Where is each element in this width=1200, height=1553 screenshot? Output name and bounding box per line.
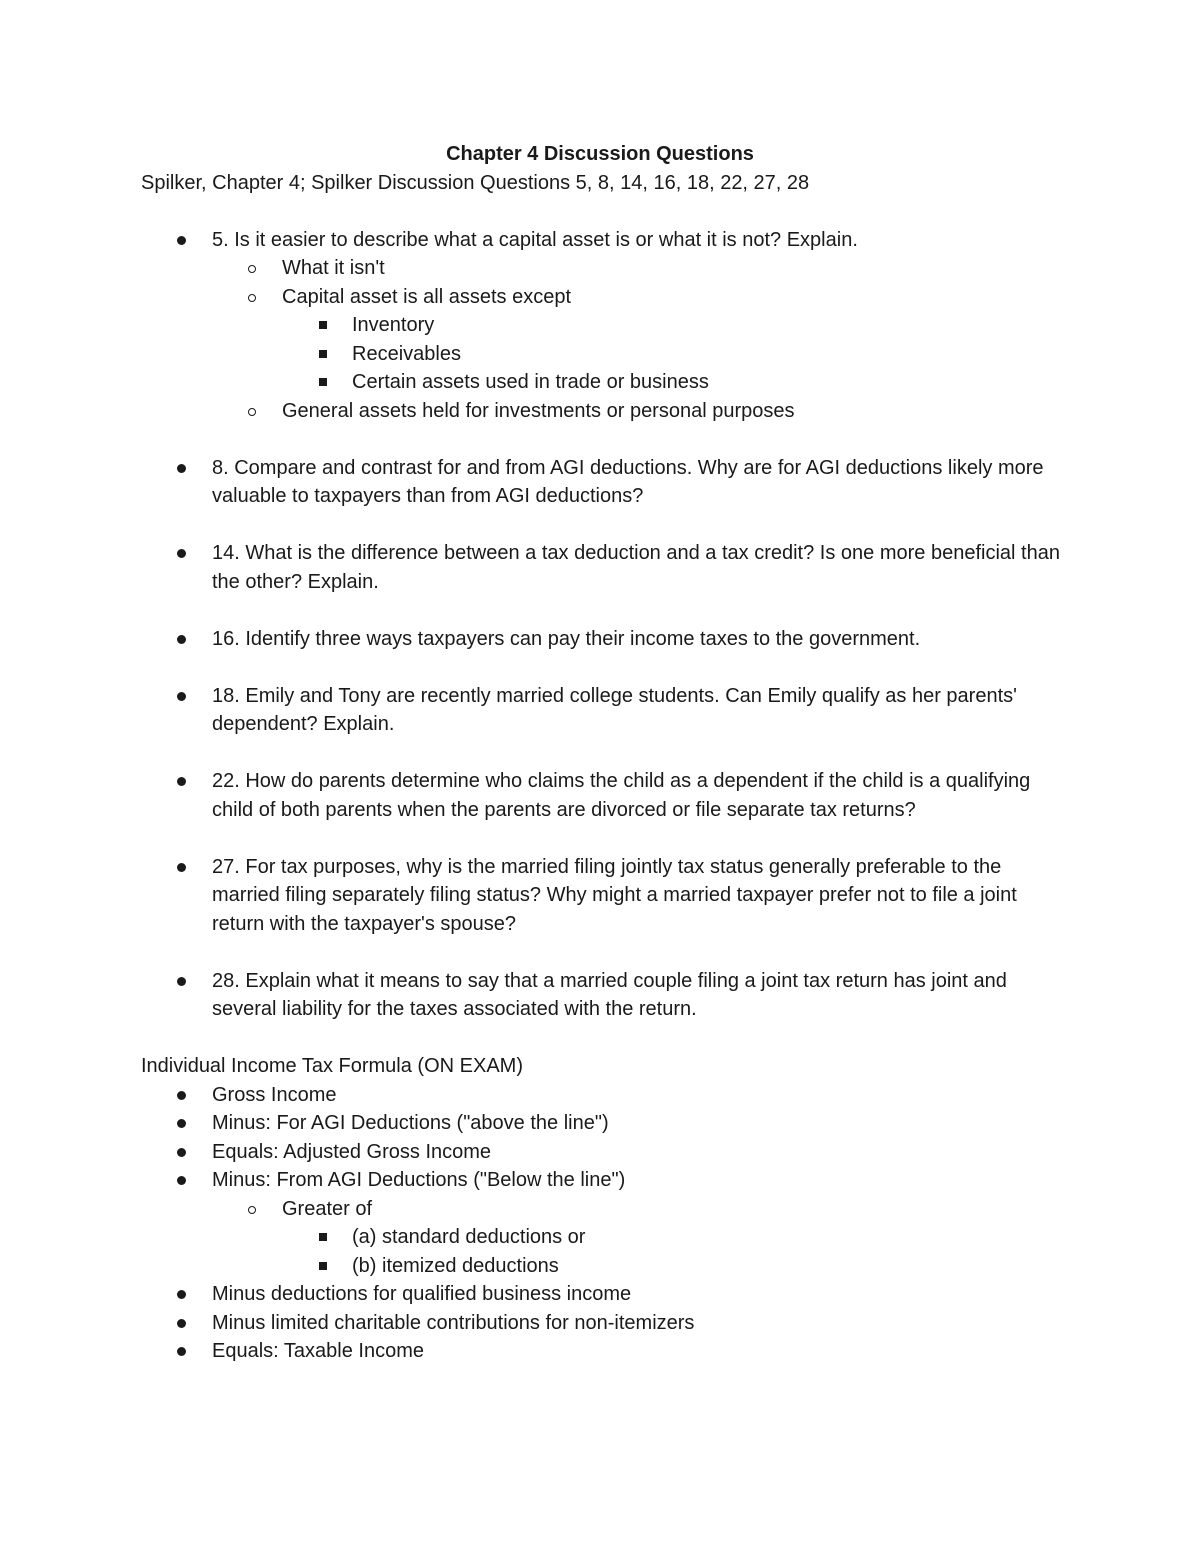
question-text: 22. How do parents determine who claims the child as a dependent if the child is a qualifying child of both parents when the parents are divorced or file separate tax returns?: [212, 770, 1031, 821]
sub-item: [141, 254, 1061, 283]
question-text: 16. Identify three ways taxpayers can pay their income taxes to the government.: [212, 627, 921, 650]
subsub-item-text: Inventory: [352, 314, 435, 336]
formula-item: [141, 1309, 1061, 1338]
bullet-square-icon: [319, 321, 327, 329]
bullet-disc-icon: [177, 1347, 186, 1356]
formula-item-text: Minus deductions for qualified business income: [212, 1283, 632, 1305]
question-sublist: [141, 254, 1061, 425]
sub-item: [141, 283, 1061, 397]
formula-item-text: Equals: Adjusted Gross Income: [212, 1140, 492, 1163]
sub-item: [141, 1195, 1061, 1281]
bullet-disc-icon: [177, 1091, 186, 1100]
bullet-disc-icon: [177, 464, 186, 473]
bullet-disc-icon: [177, 635, 186, 644]
bullet-disc-icon: [177, 1319, 186, 1328]
question-text: 5. Is it easier to describe what a capital asset is or what it is not? Explain.: [212, 228, 858, 251]
formula-item-text: Minus: From AGI Deductions ("Below the line"): [212, 1169, 626, 1191]
document-subtitle: Spilker, Chapter 4; Spilker Discussion Questions 5, 8, 14, 16, 18, 22, 27, 28: [141, 171, 810, 194]
spacer: [141, 1024, 1061, 1053]
questions-list: [141, 226, 1061, 1024]
question-item: [141, 625, 1061, 654]
document-page: [141, 140, 1061, 1366]
subsub-item: [141, 368, 1061, 397]
subsub-item: [141, 1252, 1061, 1281]
subsub-item-text: Receivables: [352, 342, 461, 365]
formula-item: [141, 1337, 1061, 1366]
question-item: [141, 454, 1061, 511]
bullet-disc-icon: [177, 1290, 186, 1299]
formula-sublist: [141, 1195, 1061, 1281]
formula-item: [141, 1166, 1061, 1280]
sub-item-text: What it isn't: [282, 257, 385, 279]
document-title: Chapter 4 Discussion Questions: [446, 143, 754, 165]
formula-item: [141, 1081, 1061, 1110]
bullet-circle-icon: [248, 265, 256, 273]
question-item: [141, 682, 1061, 739]
bullet-disc-icon: [177, 1148, 186, 1157]
question-text: 8. Compare and contrast for and from AGI deductions. Why are for AGI deductions likely more valuable to taxpayers than from AGI deductions?: [212, 456, 1044, 507]
formula-list: [141, 1081, 1061, 1366]
question-text: 27. For tax purposes, why is the married filing jointly tax status generally preferable to the married filing separately filing status? Why might a married taxpayer prefer not to file a joint return with the taxpayer's spouse?: [212, 855, 1017, 935]
bullet-disc-icon: [177, 863, 186, 872]
question-text: 14. What is the difference between a tax deduction and a tax credit? Is one more beneficial than the other? Explain.: [212, 542, 1060, 593]
spacer: [141, 197, 1061, 226]
bullet-disc-icon: [177, 549, 186, 558]
sub-item-text: General assets held for investments or personal purposes: [282, 399, 795, 422]
sub-item-text: Capital asset is all assets except: [282, 285, 572, 308]
sub-item-text: Greater of: [282, 1197, 373, 1220]
formula-item: [141, 1280, 1061, 1309]
bullet-disc-icon: [177, 236, 186, 245]
subsub-item: [141, 1223, 1061, 1252]
formula-item-text: Gross Income: [212, 1083, 337, 1106]
question-text: 28. Explain what it means to say that a married couple filing a joint tax return has joint and several liability for the taxes associated with the return.: [212, 969, 1007, 1020]
question-text: 18. Emily and Tony are recently married college students. Can Emily qualify as her parents' dependent? Explain.: [212, 684, 1017, 735]
bullet-disc-icon: [177, 977, 186, 986]
subsub-item-text: Certain assets used in trade or business: [352, 371, 709, 393]
bullet-square-icon: [319, 1233, 327, 1241]
question-item: [141, 967, 1061, 1024]
question-item: [141, 853, 1061, 939]
subsub-item: [141, 311, 1061, 340]
bullet-disc-icon: [177, 692, 186, 701]
bullet-square-icon: [319, 350, 327, 358]
subsub-item: [141, 340, 1061, 369]
bullet-circle-icon: [248, 294, 256, 302]
question-item: [141, 226, 1061, 426]
question-item: [141, 767, 1061, 824]
formula-item-text: Equals: Taxable Income: [212, 1340, 424, 1362]
bullet-circle-icon: [248, 1206, 256, 1214]
subsub-list: [141, 311, 1061, 397]
bullet-disc-icon: [177, 1119, 186, 1128]
bullet-square-icon: [319, 378, 327, 386]
bullet-square-icon: [319, 1262, 327, 1270]
formula-item-text: Minus limited charitable contributions for non-itemizers: [212, 1311, 695, 1334]
formula-heading: Individual Income Tax Formula (ON EXAM): [141, 1055, 523, 1077]
sub-item: [141, 397, 1061, 426]
subsub-item-text: (a) standard deductions or: [352, 1226, 586, 1248]
bullet-disc-icon: [177, 1176, 186, 1185]
subsub-list: [141, 1223, 1061, 1280]
formula-item: [141, 1138, 1061, 1167]
bullet-circle-icon: [248, 408, 256, 416]
bullet-disc-icon: [177, 777, 186, 786]
formula-item: [141, 1109, 1061, 1138]
formula-item-text: Minus: For AGI Deductions ("above the line"): [212, 1112, 609, 1134]
subsub-item-text: (b) itemized deductions: [352, 1254, 559, 1277]
question-item: [141, 539, 1061, 596]
